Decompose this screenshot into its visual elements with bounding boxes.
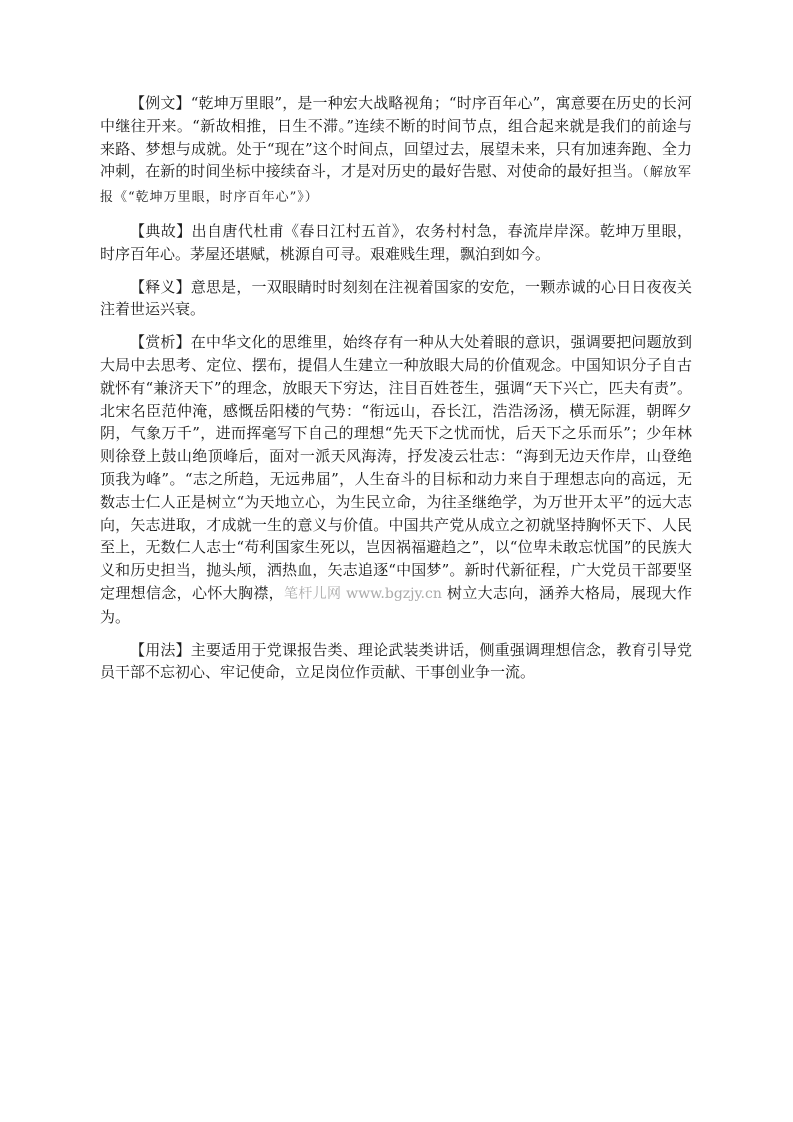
allusion-text: 出自唐代杜甫《春日江村五首》，农务村村急，春流岸岸深。乾坤万里眼，时序百年心。茅屋还堪赋，桃源自可寻。艰难贱生理，飘泊到如今。 (100, 221, 692, 263)
appreciation-text: 在中华文化的思维里，始终存有一种从大处着眼的意识，强调要把问题放到大局中去思考、定位、摆布，提倡人生建立一种放眼大局的价值观念。中国知识分子自古就怀有“兼济天下”的理念，放眼天下穷达，注目百姓苍生，强调“天下兴亡，匹夫有责”。北宋名臣范仲淹，感慨岳阳楼的气势：“衔远山，吞长江，浩浩汤汤，横无际涯，朝晖夕阴，气象万千”，进而挥毫写下自己的理想“先天下之忧而忧，后天下之乐而乐”；少年林则徐登上鼓山绝顶峰后，面对一派天风海涛，抒发凌云壮志：“海到无边天作岸，山登绝顶我为峰”。“志之所趋，无远弗届”，人生奋斗的目标和动力来自于理想志向的高远，无数志士仁人正是树立“为天地立心，为生民立命，为往圣继绝学，为万世开太平”的远大志向，矢志进取，才成就一生的意义与价值。中国共产党从成立之初就坚持胸怀天下、人民至上，无数仁人志士“苟利国家生死以，岂因祸福避趋之”，以“位卑未敢忘忧国”的民族大义和历史担当，抛头颅，洒热血，矢志追逐“中国梦”。新时代新征程，广大党员干部要坚定理想信念，心怀大胸襟， (100, 333, 692, 602)
appreciation-tag: 【赏析】 (130, 333, 191, 352)
appreciation-paragraph (100, 331, 692, 628)
document-page (100, 92, 692, 694)
example-tag: 【例文】 (130, 94, 191, 112)
example-text: “乾坤万里眼”，是一种宏大战略视角；“时序百年心”，寓意要在历史的长河中继往开来。“新故相推，日生不滞。”连续不断的时间节点，组合起来就是我们的前途与来路、梦想与成就。处于“现在”这个时间点，回望过去，展望未来，只有加速奔跑、全力冲刺，在新的时间坐标中接续奋斗，才是对历史的最好告慰、对使命的最好担当。 (100, 94, 692, 181)
definition-text: 意思是，一双眼睛时时刻刻在注视着国家的安危，一颗赤诚的心日日夜夜关注着世运兴衰。 (100, 277, 692, 319)
usage-paragraph (100, 639, 692, 685)
allusion-paragraph (100, 220, 692, 266)
example-paragraph (100, 92, 692, 210)
definition-tag: 【释义】 (130, 277, 191, 296)
usage-tag: 【用法】 (130, 640, 191, 659)
definition-paragraph (100, 276, 692, 322)
usage-text: 主要适用于党课报告类、理论武装类讲话，侧重强调理想信念，教育引导党员干部不忘初心、牢记使命，立足岗位作贡献、干事创业争一流。 (100, 640, 692, 682)
example-source: （解放军报《“乾坤万里眼，时序百年心”》） (100, 165, 692, 206)
site-watermark: 笔杆儿网 www.bgzjy.cn (284, 585, 442, 602)
appreciation-text-end: 树立大志向，涵养大格局，展现大作为。 (100, 583, 692, 626)
allusion-tag: 【典故】 (130, 221, 192, 240)
